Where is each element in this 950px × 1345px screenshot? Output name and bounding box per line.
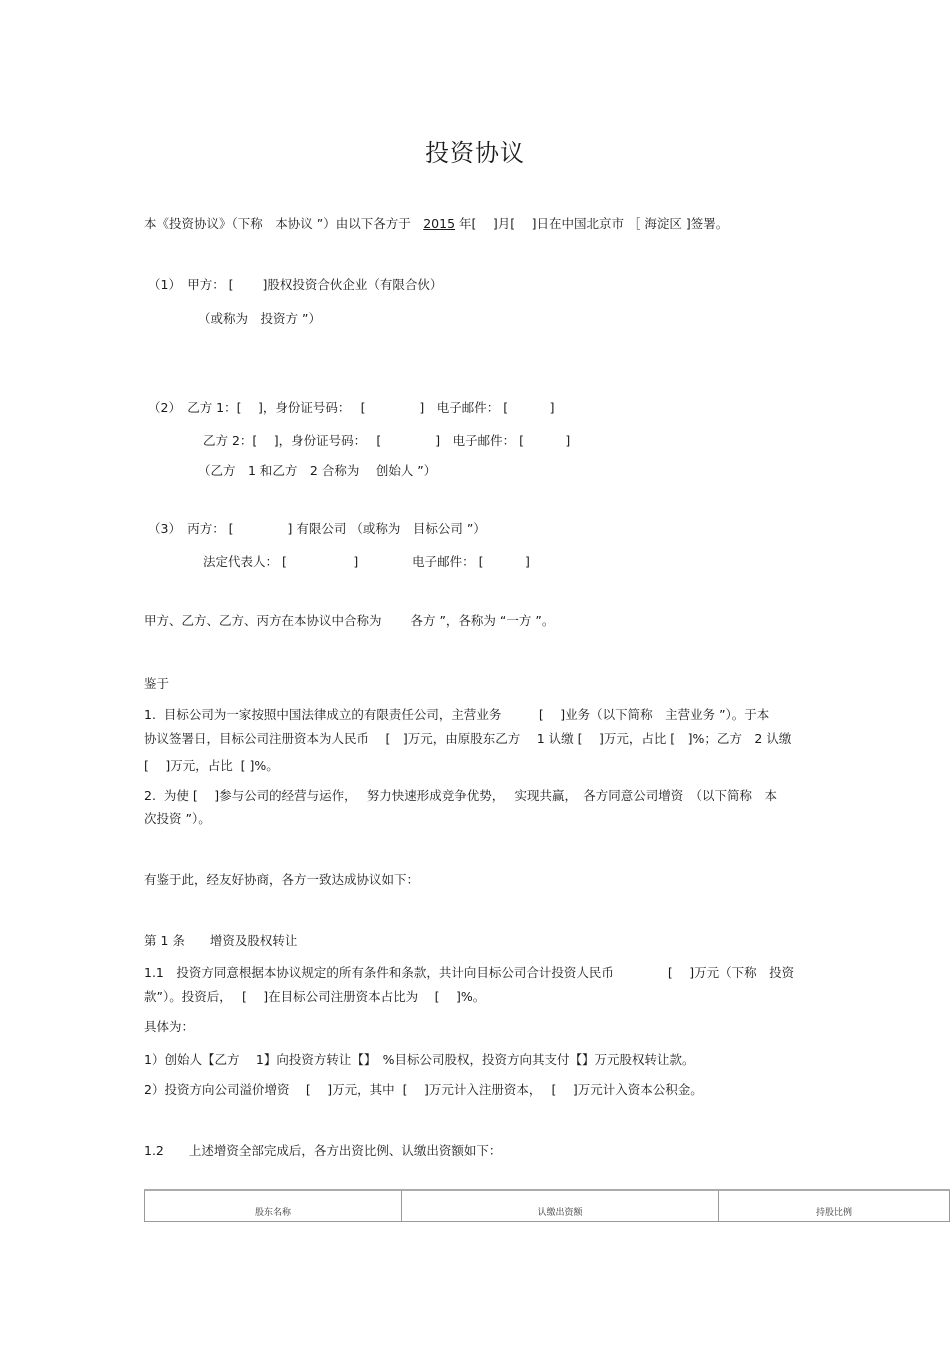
article1-heading: 第 1 条 增资及股权转让 [144, 933, 298, 948]
party-c-line: （3） 丙方： [ ] 有限公司 （或称为 目标公司 ”） [148, 521, 486, 536]
party-b-alias: （乙方 1 和乙方 2 合称为 创始人 ”） [198, 463, 437, 478]
clause-1-2: 1.2 上述增资全部完成后，各方出资比例、认缴出资额如下： [144, 1143, 502, 1158]
shareholder-table [144, 1189, 950, 1222]
party-a-line: （1） 甲方： [ ]股权投资合伙企业（有限合伙） [148, 277, 443, 292]
intro-pre: 本《投资协议》（下称 本协议 ”）由以下各方于 [144, 216, 411, 231]
intro-year: 2015 [423, 216, 456, 231]
collective-definition: 甲方、乙方、乙方、丙方在本协议中合称为 各方 ”，各称为 “一方 ”。 [144, 613, 555, 628]
whereas-p2-line2: 次投资 ”）。 [144, 811, 211, 826]
intro-post: 年[ ]月[ ]日在中国北京市 ［ 海淀区 ]签署。 [459, 216, 729, 231]
specific-item-1: 1）创始人【乙方 1】向投资方转让【】 %目标公司股权，投资方向其支付【】万元股权转让款。 [144, 1052, 695, 1067]
whereas-p1-line2: 协议签署日，目标公司注册资本为人民币 [ ]万元，由原股东乙方 1 认缴 [ ]万元，占比 [ ]%；乙方 2 认缴 [144, 731, 792, 746]
party-b1-line: （2） 乙方 1：[ ]，身份证号码： [ ] 电子邮件： [ ] [148, 400, 555, 415]
party-b2-line: 乙方 2：[ ]，身份证号码： [ ] 电子邮件： [ ] [203, 433, 571, 448]
specific-item-2: 2）投资方向公司溢价增资 [ ]万元，其中 [ ]万元计入注册资本， [ ]万元计入资本公积金。 [144, 1082, 703, 1097]
intro-paragraph [144, 216, 728, 232]
header-shareholding-ratio: 持股比例 [719, 1190, 950, 1222]
whereas-p1-line1: 1. 目标公司为一家按照中国法律成立的有限责任公司，主营业务 [ ]业务（以下简称 主营业务 ”）。于本 [144, 707, 770, 722]
clause-1-1-line2: 款”）。投资后， [ ]在目标公司注册资本占比为 [ ]%。 [144, 989, 486, 1004]
agreement-intro: 有鉴于此，经友好协商，各方一致达成协议如下： [144, 872, 420, 887]
shareholder-table-header-row [145, 1190, 950, 1222]
whereas-p2-line1: 2. 为使 [ ]参与公司的经营与运作， 努力快速形成竞争优势， 实现共赢， 各方同意公司增资 （以下简称 本 [144, 788, 778, 803]
clause-1-1-line1: 1.1 投资方同意根据本协议规定的所有条件和条款，共计向目标公司合计投资人民币 [ ]万元（下称 投资 [144, 965, 795, 980]
header-shareholder-name: 股东名称 [145, 1190, 402, 1222]
header-subscribed-capital: 认缴出资额 [402, 1190, 719, 1222]
whereas-heading: 鉴于 [144, 676, 170, 691]
party-a-alias: （或称为 投资方 ”） [198, 311, 321, 326]
document-title: 投资协议 [425, 139, 525, 167]
whereas-p1-line3: [ ]万元，占比 [ ]%。 [144, 758, 279, 773]
specifics-label: 具体为： [144, 1019, 195, 1034]
party-c-representative: 法定代表人： [ ] 电子邮件： [ ] [203, 554, 530, 569]
